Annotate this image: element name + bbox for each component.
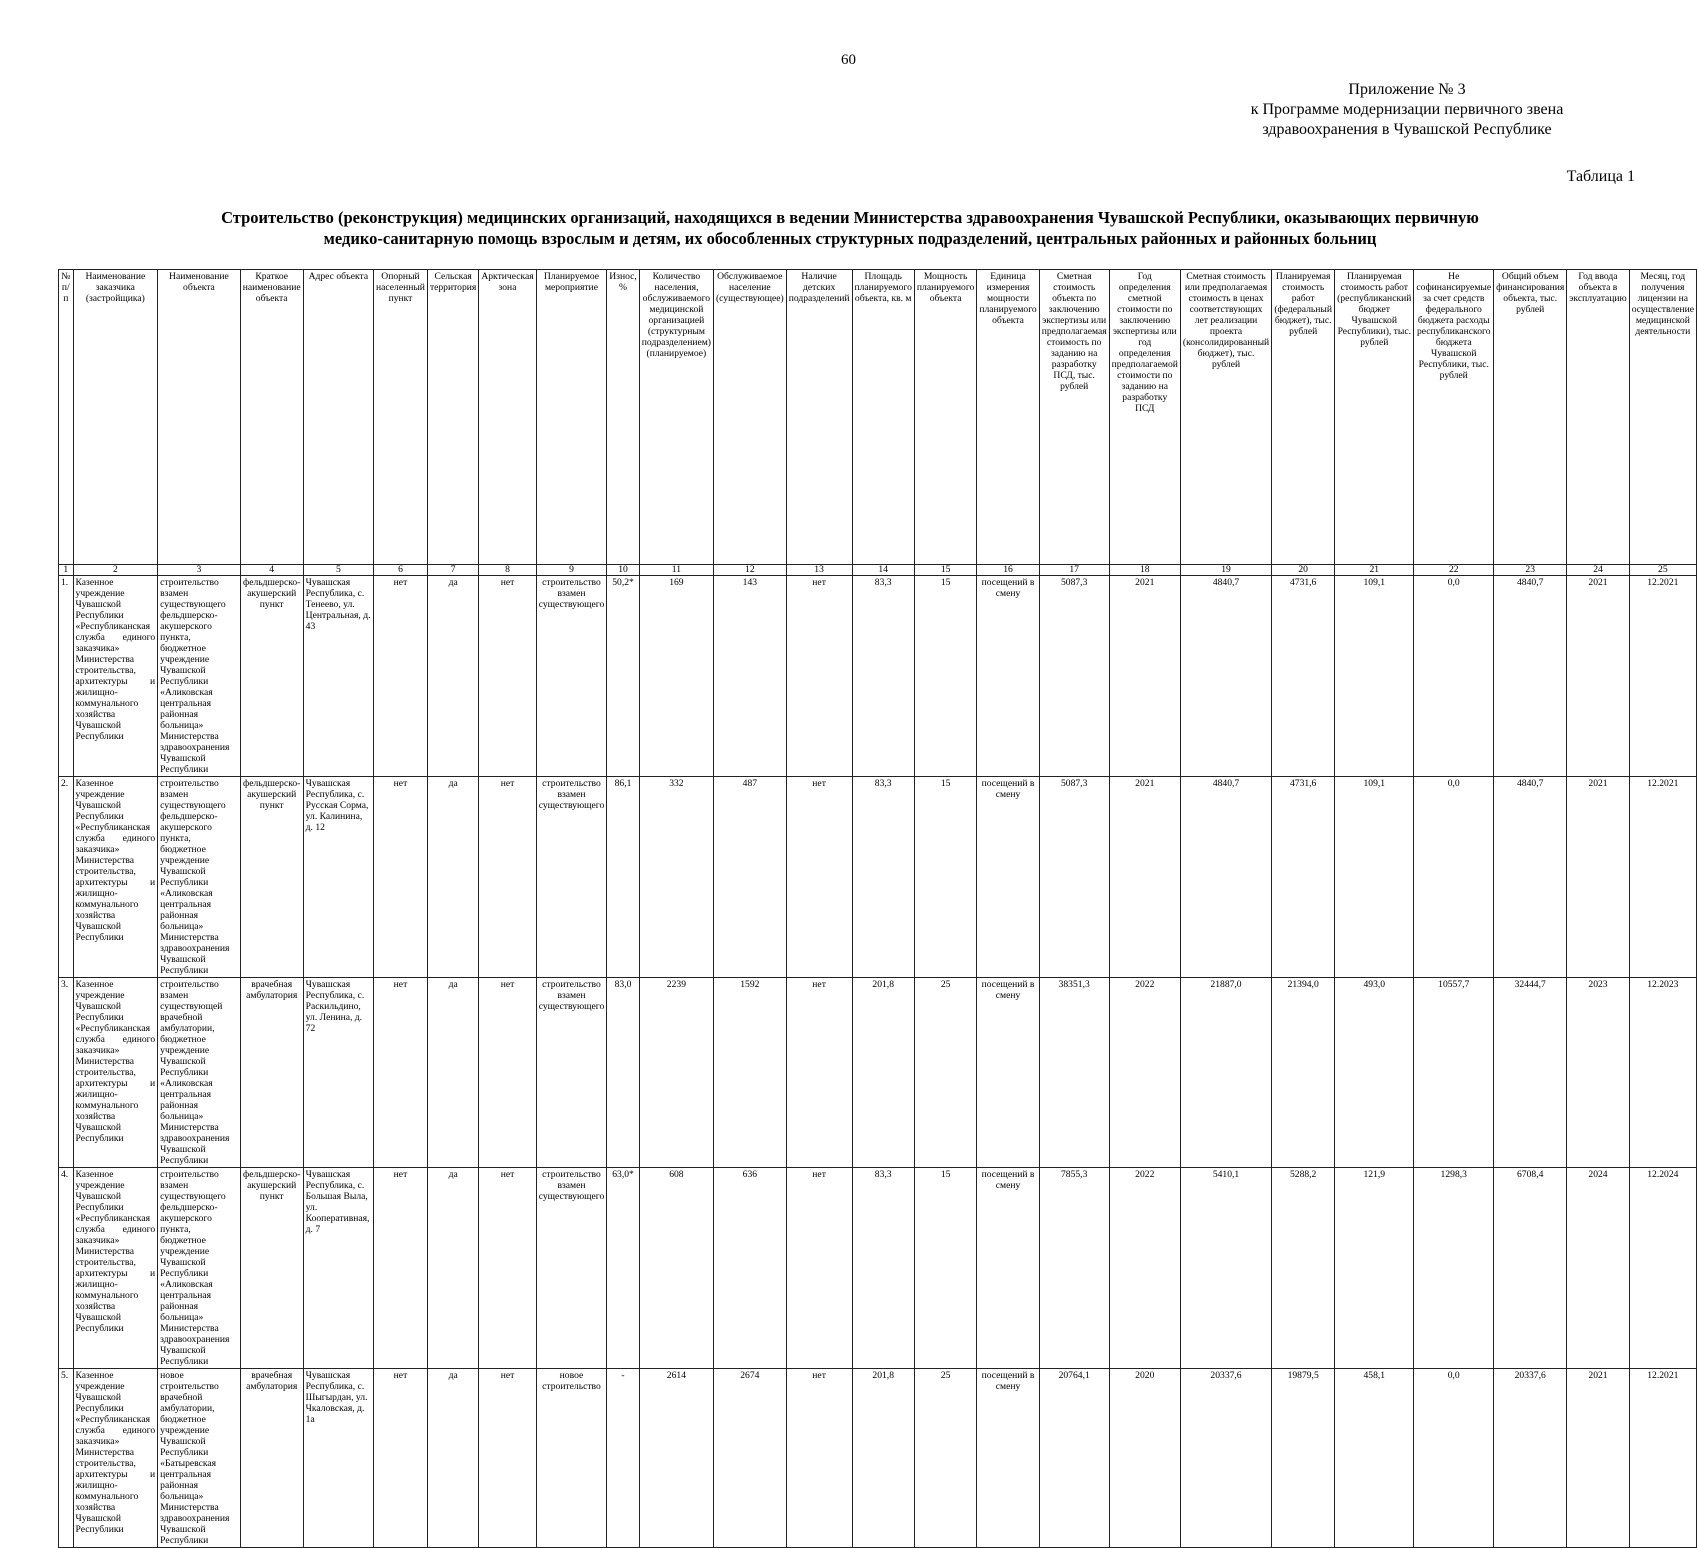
- cost-year-cell: 2022: [1109, 1168, 1180, 1369]
- federal-budget-cell: 19879,5: [1272, 1369, 1335, 1548]
- column-number: 18: [1109, 565, 1180, 576]
- header-cell: Общий объем финансирования объекта, тыс. рублей: [1494, 270, 1567, 565]
- table-row: [59, 1168, 1697, 1369]
- license-date-cell: 12.2021: [1629, 777, 1696, 978]
- column-number: 4: [240, 565, 303, 576]
- children-units-cell: нет: [786, 1168, 852, 1369]
- header-cell: Сметная стоимость объекта по заключению экспертизы или предполагаемая стоимость по заданию на разработку ПСД, тыс. рублей: [1039, 270, 1109, 565]
- header-cell: Арктическая зона: [479, 270, 536, 565]
- wear-cell: -: [607, 1369, 640, 1548]
- wear-cell: 63,0*: [607, 1168, 640, 1369]
- row-number: 3.: [59, 978, 74, 1168]
- column-number: 11: [639, 565, 713, 576]
- cost-current-prices-cell: 5410,1: [1180, 1168, 1271, 1369]
- cost-year-cell: 2022: [1109, 978, 1180, 1168]
- measure-cell: строительство взамен существующего: [536, 777, 607, 978]
- column-number: 20: [1272, 565, 1335, 576]
- non-cofinanced-cell: 0,0: [1414, 1369, 1494, 1548]
- table-row: [59, 978, 1697, 1168]
- republic-budget-cell: 109,1: [1335, 777, 1414, 978]
- rural-cell: да: [427, 1168, 478, 1369]
- header-cell: Сметная стоимость или предполагаемая стоимость в ценах соответствующих лет реализации проекта (консолидированный бюджет), тыс. рублей: [1180, 270, 1271, 565]
- republic-budget-cell: 493,0: [1335, 978, 1414, 1168]
- estimated-cost-cell: 5087,3: [1039, 576, 1109, 777]
- support-settlement-cell: нет: [374, 777, 428, 978]
- wear-cell: 50,2*: [607, 576, 640, 777]
- cost-current-prices-cell: 4840,7: [1180, 576, 1271, 777]
- children-units-cell: нет: [786, 978, 852, 1168]
- measure-cell: строительство взамен существующего: [536, 978, 607, 1168]
- column-number-row: [59, 565, 1697, 576]
- document-title: [100, 207, 1600, 249]
- header-cell: Сельская территория: [427, 270, 478, 565]
- support-settlement-cell: нет: [374, 1168, 428, 1369]
- column-number: 12: [713, 565, 786, 576]
- column-number: 8: [479, 565, 536, 576]
- license-date-cell: 12.2021: [1629, 576, 1696, 777]
- header-cell: Опорный населенный пункт: [374, 270, 428, 565]
- population-planned-cell: 2614: [639, 1369, 713, 1548]
- measure-cell: строительство взамен существующего: [536, 1168, 607, 1369]
- cost-current-prices-cell: 4840,7: [1180, 777, 1271, 978]
- area-cell: 83,3: [852, 1168, 914, 1369]
- header-cell: Единица измерения мощности планируемого объекта: [977, 270, 1039, 565]
- appendix-heading: [1197, 80, 1617, 140]
- measure-cell: строительство взамен существующего: [536, 576, 607, 777]
- column-number: 24: [1567, 565, 1629, 576]
- license-date-cell: 12.2024: [1629, 1168, 1696, 1369]
- header-cell: Площадь планируемого объекта, кв. м: [852, 270, 914, 565]
- population-existing-cell: 636: [713, 1168, 786, 1369]
- license-date-cell: 12.2023: [1629, 978, 1696, 1168]
- support-settlement-cell: нет: [374, 1369, 428, 1548]
- header-cell: Адрес объекта: [303, 270, 373, 565]
- population-existing-cell: 487: [713, 777, 786, 978]
- column-number: 3: [158, 565, 241, 576]
- column-number: 13: [786, 565, 852, 576]
- header-cell: Наличие детских подразделений: [786, 270, 852, 565]
- column-number: 6: [374, 565, 428, 576]
- object-name-cell: строительство взамен существующей врачебной амбулатории, бюджетное учреждение Чувашской Республики «Аликовская центральная районная больница» Министерства здравоохранения Чувашской Республики: [158, 978, 241, 1168]
- support-settlement-cell: нет: [374, 576, 428, 777]
- header-cell: Наименование заказчика (застройщика): [73, 270, 158, 565]
- header-cell: Год ввода объекта в эксплуатацию: [1567, 270, 1629, 565]
- column-number: 2: [73, 565, 158, 576]
- total-financing-cell: 4840,7: [1494, 576, 1567, 777]
- population-existing-cell: 1592: [713, 978, 786, 1168]
- column-number: 21: [1335, 565, 1414, 576]
- object-name-cell: новое строительство врачебной амбулатории, бюджетное учреждение Чувашской Республики «Батыревская центральная районная больница» Министерства здравоохранения Чувашской Республики: [158, 1369, 241, 1548]
- column-number: 16: [977, 565, 1039, 576]
- arctic-cell: нет: [479, 777, 536, 978]
- object-name-cell: строительство взамен существующего фельдшерско-акушерского пункта, бюджетное учреждение Чувашской Республики «Аликовская центральная районная больница» Министерства здравоохранения Чувашской Республики: [158, 777, 241, 978]
- address-cell: Чувашская Республика, с. Большая Выла, ул. Кооперативная, д. 7: [303, 1168, 373, 1369]
- address-cell: Чувашская Республика, с. Шыгырдан, ул. Чкаловская, д. 1а: [303, 1369, 373, 1548]
- column-number: 14: [852, 565, 914, 576]
- capacity-unit-cell: посещений в смену: [977, 978, 1039, 1168]
- area-cell: 83,3: [852, 576, 914, 777]
- customer-cell: Казенное учреждение Чувашской Республики «Республиканская служба единого заказчика» Министерства строительства, архитектуры и жилищно-коммунального хозяйства Чувашской Республики: [73, 576, 158, 777]
- estimated-cost-cell: 20764,1: [1039, 1369, 1109, 1548]
- non-cofinanced-cell: 1298,3: [1414, 1168, 1494, 1369]
- children-units-cell: нет: [786, 1369, 852, 1548]
- appendix-line-2: к Программе модернизации первичного звена: [1250, 101, 1564, 118]
- wear-cell: 86,1: [607, 777, 640, 978]
- customer-cell: Казенное учреждение Чувашской Республики «Республиканская служба единого заказчика» Министерства строительства, архитектуры и жилищно-коммунального хозяйства Чувашской Республики: [73, 978, 158, 1168]
- republic-budget-cell: 121,9: [1335, 1168, 1414, 1369]
- capacity-cell: 15: [914, 576, 976, 777]
- header-cell: Наименование объекта: [158, 270, 241, 565]
- table-row: [59, 576, 1697, 777]
- arctic-cell: нет: [479, 1168, 536, 1369]
- capacity-unit-cell: посещений в смену: [977, 1168, 1039, 1369]
- total-financing-cell: 20337,6: [1494, 1369, 1567, 1548]
- federal-budget-cell: 5288,2: [1272, 1168, 1335, 1369]
- construction-table: [58, 269, 1697, 1548]
- header-cell: Не софинансируемые за счет средств федерального бюджета расходы республиканского бюджета Чувашской Республики, тыс. рублей: [1414, 270, 1494, 565]
- table-row: [59, 777, 1697, 978]
- cost-year-cell: 2021: [1109, 777, 1180, 978]
- estimated-cost-cell: 7855,3: [1039, 1168, 1109, 1369]
- cost-current-prices-cell: 21887,0: [1180, 978, 1271, 1168]
- federal-budget-cell: 4731,6: [1272, 777, 1335, 978]
- row-number: 5.: [59, 1369, 74, 1548]
- column-number: 25: [1629, 565, 1696, 576]
- commission-year-cell: 2023: [1567, 978, 1629, 1168]
- header-cell: Обслуживаемое население (существующее): [713, 270, 786, 565]
- header-cell: Месяц, год получения лицензии на осуществление медицинской деятельности: [1629, 270, 1696, 565]
- column-number: 10: [607, 565, 640, 576]
- arctic-cell: нет: [479, 978, 536, 1168]
- column-number: 23: [1494, 565, 1567, 576]
- address-cell: Чувашская Республика, с. Русская Сорма, ул. Калинина, д. 12: [303, 777, 373, 978]
- table-row: [59, 1369, 1697, 1548]
- title-line-1: Строительство (реконструкция) медицинских организаций, находящихся в ведении Министерства здравоохранения Чувашской Республики, оказывающих первичную: [221, 208, 1479, 227]
- commission-year-cell: 2021: [1567, 1369, 1629, 1548]
- total-financing-cell: 32444,7: [1494, 978, 1567, 1168]
- federal-budget-cell: 4731,6: [1272, 576, 1335, 777]
- rural-cell: да: [427, 777, 478, 978]
- column-number: 9: [536, 565, 607, 576]
- arctic-cell: нет: [479, 1369, 536, 1548]
- object-name-cell: строительство взамен существующего фельдшерско-акушерского пункта, бюджетное учреждение Чувашской Республики «Аликовская центральная районная больница» Министерства здравоохранения Чувашской Республики: [158, 1168, 241, 1369]
- column-number: 22: [1414, 565, 1494, 576]
- header-cell: Износ, %: [607, 270, 640, 565]
- address-cell: Чувашская Республика, с. Раскильдино, ул. Ленина, д. 72: [303, 978, 373, 1168]
- estimated-cost-cell: 5087,3: [1039, 777, 1109, 978]
- arctic-cell: нет: [479, 576, 536, 777]
- column-number: 17: [1039, 565, 1109, 576]
- non-cofinanced-cell: 0,0: [1414, 576, 1494, 777]
- cost-current-prices-cell: 20337,6: [1180, 1369, 1271, 1548]
- wear-cell: 83,0: [607, 978, 640, 1168]
- children-units-cell: нет: [786, 576, 852, 777]
- row-number: 1.: [59, 576, 74, 777]
- header-cell: № п/п: [59, 270, 74, 565]
- customer-cell: Казенное учреждение Чувашской Республики «Республиканская служба единого заказчика» Министерства строительства, архитектуры и жилищно-коммунального хозяйства Чувашской Республики: [73, 1369, 158, 1548]
- column-number: 19: [1180, 565, 1271, 576]
- cost-year-cell: 2020: [1109, 1369, 1180, 1548]
- short-name-cell: фельдшерско-акушерский пункт: [240, 1168, 303, 1369]
- total-financing-cell: 4840,7: [1494, 777, 1567, 978]
- rural-cell: да: [427, 978, 478, 1168]
- population-planned-cell: 169: [639, 576, 713, 777]
- capacity-cell: 25: [914, 1369, 976, 1548]
- estimated-cost-cell: 38351,3: [1039, 978, 1109, 1168]
- column-number: 1: [59, 565, 74, 576]
- population-existing-cell: 143: [713, 576, 786, 777]
- non-cofinanced-cell: 10557,7: [1414, 978, 1494, 1168]
- population-existing-cell: 2674: [713, 1369, 786, 1548]
- population-planned-cell: 608: [639, 1168, 713, 1369]
- total-financing-cell: 6708,4: [1494, 1168, 1567, 1369]
- capacity-unit-cell: посещений в смену: [977, 576, 1039, 777]
- header-cell: Количество населения, обслуживаемого медицинской организацией (структурным подразделением) (планируемое): [639, 270, 713, 565]
- column-number: 5: [303, 565, 373, 576]
- republic-budget-cell: 458,1: [1335, 1369, 1414, 1548]
- column-number: 15: [914, 565, 976, 576]
- header-cell: Год определения сметной стоимости по заключению экспертизы или год определения предполагаемой стоимости по заданию на разработку ПСД: [1109, 270, 1180, 565]
- appendix-line-1: Приложение № 3: [1348, 81, 1466, 98]
- cost-year-cell: 2021: [1109, 576, 1180, 777]
- capacity-cell: 15: [914, 1168, 976, 1369]
- federal-budget-cell: 21394,0: [1272, 978, 1335, 1168]
- short-name-cell: фельдшерско-акушерский пункт: [240, 576, 303, 777]
- license-date-cell: 12.2021: [1629, 1369, 1696, 1548]
- population-planned-cell: 332: [639, 777, 713, 978]
- header-cell: Планируемое мероприятие: [536, 270, 607, 565]
- capacity-unit-cell: посещений в смену: [977, 777, 1039, 978]
- page-number: 60: [841, 52, 856, 68]
- support-settlement-cell: нет: [374, 978, 428, 1168]
- capacity-cell: 25: [914, 978, 976, 1168]
- measure-cell: новое строительство: [536, 1369, 607, 1548]
- row-number: 2.: [59, 777, 74, 978]
- header-row: [59, 270, 1697, 565]
- customer-cell: Казенное учреждение Чувашской Республики «Республиканская служба единого заказчика» Министерства строительства, архитектуры и жилищно-коммунального хозяйства Чувашской Республики: [73, 777, 158, 978]
- commission-year-cell: 2021: [1567, 576, 1629, 777]
- area-cell: 83,3: [852, 777, 914, 978]
- appendix-line-3: здравоохранения в Чувашской Республике: [1262, 121, 1552, 138]
- republic-budget-cell: 109,1: [1335, 576, 1414, 777]
- commission-year-cell: 2024: [1567, 1168, 1629, 1369]
- short-name-cell: фельдшерско-акушерский пункт: [240, 777, 303, 978]
- short-name-cell: врачебная амбулатория: [240, 978, 303, 1168]
- header-cell: Планируемая стоимость работ (федеральный бюджет), тыс. рублей: [1272, 270, 1335, 565]
- customer-cell: Казенное учреждение Чувашской Республики «Республиканская служба единого заказчика» Министерства строительства, архитектуры и жилищно-коммунального хозяйства Чувашской Республики: [73, 1168, 158, 1369]
- table-label: Таблица 1: [1566, 168, 1635, 185]
- children-units-cell: нет: [786, 777, 852, 978]
- object-name-cell: строительство взамен существующего фельдшерско-акушерского пункта, бюджетное учреждение Чувашской Республики «Аликовская центральная районная больница» Министерства здравоохранения Чувашской Республики: [158, 576, 241, 777]
- title-line-2: медико-санитарную помощь взрослым и детям, их обособленных структурных подразделений, центральных районных и районных больниц: [323, 229, 1377, 248]
- non-cofinanced-cell: 0,0: [1414, 777, 1494, 978]
- capacity-cell: 15: [914, 777, 976, 978]
- column-number: 7: [427, 565, 478, 576]
- row-number: 4.: [59, 1168, 74, 1369]
- header-cell: Мощность планируемого объекта: [914, 270, 976, 565]
- rural-cell: да: [427, 1369, 478, 1548]
- area-cell: 201,8: [852, 1369, 914, 1548]
- short-name-cell: врачебная амбулатория: [240, 1369, 303, 1548]
- capacity-unit-cell: посещений в смену: [977, 1369, 1039, 1548]
- area-cell: 201,8: [852, 978, 914, 1168]
- population-planned-cell: 2239: [639, 978, 713, 1168]
- address-cell: Чувашская Республика, с. Тенеево, ул. Центральная, д. 43: [303, 576, 373, 777]
- header-cell: Краткое наименование объекта: [240, 270, 303, 565]
- rural-cell: да: [427, 576, 478, 777]
- header-cell: Планируемая стоимость работ (республиканский бюджет Чувашской Республики), тыс. рублей: [1335, 270, 1414, 565]
- commission-year-cell: 2021: [1567, 777, 1629, 978]
